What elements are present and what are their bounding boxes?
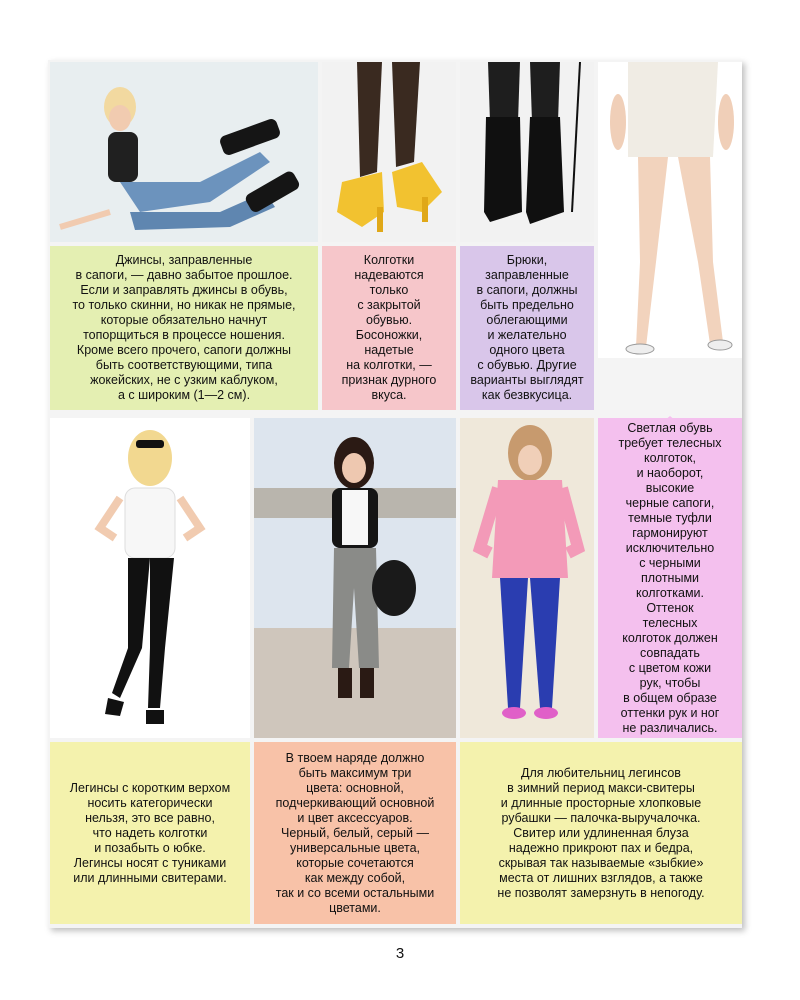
photo-woman-leggings bbox=[50, 418, 250, 738]
photo-woman-three-colors bbox=[254, 418, 456, 738]
photo-trousers-boots bbox=[460, 62, 594, 242]
caption-trousers: Брюки, заправленные в сапоги, должны быть предельно облегающими и желательно одного цвета с обувью. Другие варианты выглядят как безвкусица. bbox=[460, 246, 594, 410]
magazine-page bbox=[48, 60, 742, 928]
caption-sweaters: Для любительниц легинсов в зимний период макси-свитеры и длинные просторные хлопковые рубашки — палочка-выручалочка. Свитер или удлиненная блуза надежно прикроют пах и бедра, скрывая так называемые «зыбкие» места от лишних взглядов, а также не позволят замерзнуть в непогоду. bbox=[460, 742, 742, 924]
photo-tights-sandals bbox=[322, 62, 456, 242]
woman-jeans-boots-figure bbox=[50, 62, 318, 242]
caption-tights: Колготки надеваются только с закрытой обувью. Босоножки, надетые на колготки, — признак дурного вкуса. bbox=[322, 246, 456, 410]
caption-three-colors: В твоем наряде должно быть максимум три цвета: основной, подчеркивающий основной и цвет аксессуаров. Черный, белый, серый — универсальные цвета, которые сочетаются как между собой, так и со всеми остальными цветами. bbox=[254, 742, 456, 924]
caption-light-shoes: Светлая обувь требует телесных колготок, и наоборот, высокие черные сапоги, темные туфли гармонируют исключительно с черными плотными колготками. Оттенок телесных колготок должен совпадать с цветом кожи рук, чтобы в общем образе оттенки рук и ног не различались. bbox=[598, 418, 742, 738]
woman-leggings-figure bbox=[50, 418, 250, 738]
photo-woman-jeans-boots bbox=[50, 62, 318, 242]
tights-sandals-figure bbox=[322, 62, 456, 242]
trousers-boots-figure bbox=[460, 62, 594, 242]
woman-sweater-figure bbox=[460, 418, 594, 738]
woman-three-colors-figure bbox=[254, 418, 456, 738]
page-number: 3 bbox=[395, 945, 405, 962]
caption-leggings: Легинсы с коротким верхом носить категорически нельзя, это все равно, что надеть колготки и позабыть о юбке. Легинсы носят с туниками или длинными свитерами. bbox=[50, 742, 250, 924]
photo-woman-sweater bbox=[460, 418, 594, 738]
woman-light-shoes-figure bbox=[598, 62, 742, 358]
caption-jeans-boots: Джинсы, заправленные в сапоги, — давно забытое прошлое. Если и заправлять джинсы в обувь, то только скинни, но никак не прямые, которые обязательно начнут топорщиться в процессе ношения. Кроме всего прочего, сапоги должны быть соответствующими, типа жокейских, не с узким каблуком, а с широким (1—2 см). bbox=[50, 246, 318, 410]
photo-woman-light-shoes bbox=[598, 62, 742, 358]
